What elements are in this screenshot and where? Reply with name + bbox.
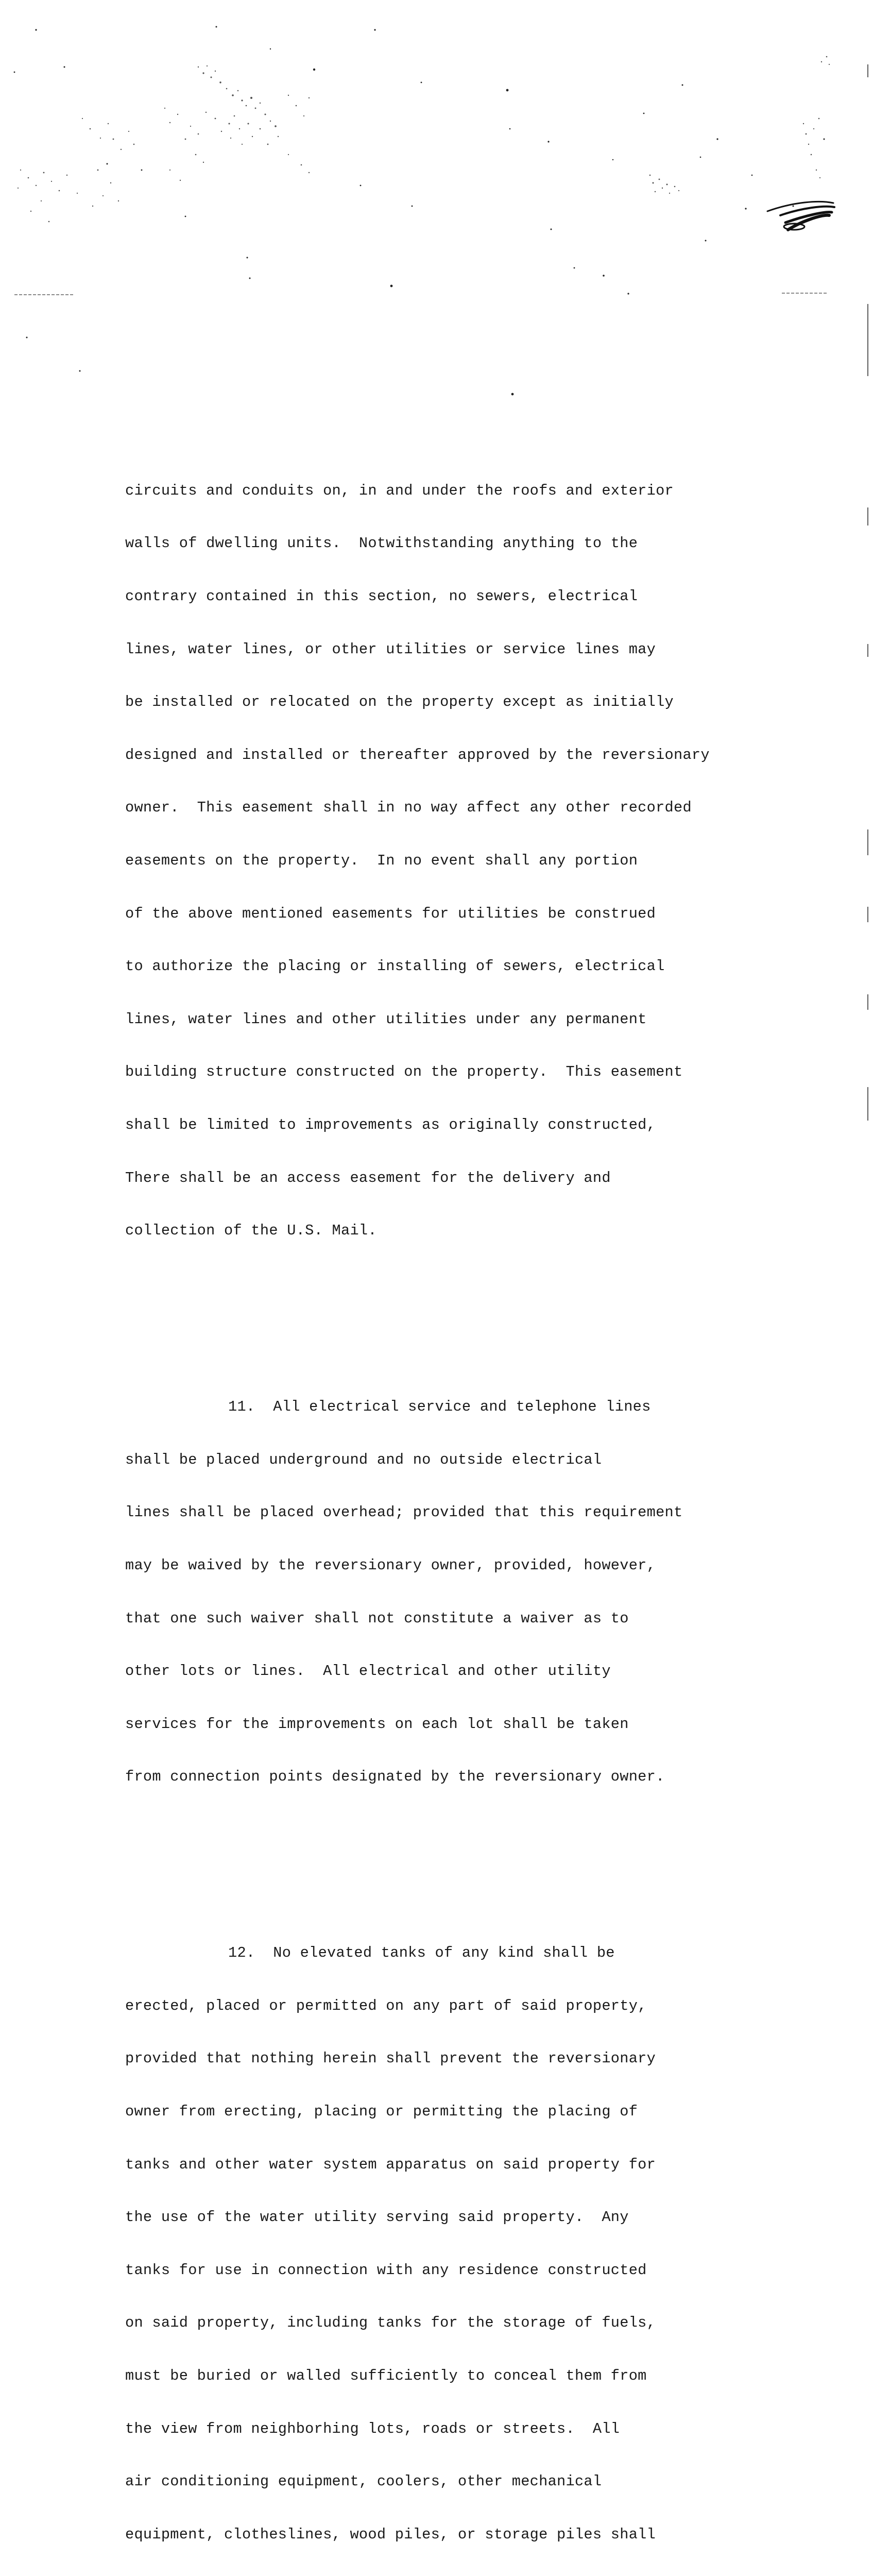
text-line: other lots or lines. All electrical and other utility	[125, 1663, 611, 1680]
paragraph-11-underground-lines	[125, 1363, 815, 1821]
text-line: owner. This easement shall in no way affect any other recorded	[125, 799, 692, 817]
text-line: lines shall be placed overhead; provided that this requirement	[125, 1504, 683, 1521]
text-line: may be waived by the reversionary owner, provided, however,	[125, 1556, 656, 1574]
text-line: collection of the U.S. Mail.	[125, 1222, 377, 1240]
text-line: circuits and conduits on, in and under the roofs and exterior	[125, 482, 674, 499]
paragraph-12-elevated-tanks	[125, 1909, 815, 2576]
text-line: lines, water lines and other utilities under any permanent	[125, 1010, 647, 1028]
margin-scribble	[767, 201, 834, 230]
text-line: 11. All electrical service and telephone lines	[228, 1398, 651, 1416]
text-line: 12. No elevated tanks of any kind shall be	[228, 1944, 615, 1962]
paragraph-utility-easements	[125, 447, 815, 1275]
text-line: provided that nothing herein shall prevent the reversionary	[125, 2050, 656, 2067]
text-line: erected, placed or permitted on any part of said property,	[125, 1997, 647, 2014]
text-line: air conditioning equipment, coolers, other mechanical	[125, 2473, 602, 2490]
text-line: walls of dwelling units. Notwithstanding anything to the	[125, 535, 638, 552]
scan-edge-marks	[863, 0, 873, 1133]
text-line: from connection points designated by the reversionary owner.	[125, 1768, 665, 1786]
text-line: contrary contained in this section, no sewers, electrical	[125, 588, 638, 605]
text-line: equipment, clotheslines, wood piles, or storage piles shall	[125, 2526, 656, 2543]
text-line: shall be limited to improvements as originally constructed,	[125, 1116, 656, 1133]
document-body	[125, 412, 815, 2576]
text-line: the use of the water utility serving said property. Any	[125, 2209, 629, 2226]
paragraph-spacer	[125, 1310, 815, 1328]
text-line: shall be placed underground and no outside electrical	[125, 1451, 602, 1468]
text-line: There shall be an access easement for the delivery and	[125, 1169, 611, 1187]
text-line: designed and installed or thereafter approved by the reversionary	[125, 746, 710, 764]
text-line: owner from erecting, placing or permitting the placing of	[125, 2103, 638, 2121]
scan-speckle-noise	[0, 0, 873, 392]
text-line: to authorize the placing or installing of sewers, electrical	[125, 958, 665, 975]
text-line: lines, water lines, or other utilities or service lines may	[125, 640, 656, 658]
text-line: of the above mentioned easements for utilities be construed	[125, 905, 656, 922]
text-line: on said property, including tanks for the storage of fuels,	[125, 2314, 656, 2332]
text-line: the view from neighborhing lots, roads or streets. All	[125, 2420, 620, 2437]
text-line: must be buried or walled sufficiently to conceal them from	[125, 2367, 647, 2385]
paragraph-spacer	[125, 1856, 815, 1874]
text-line: be installed or relocated on the property except as initially	[125, 693, 674, 711]
text-line: services for the improvements on each lot shall be taken	[125, 1715, 629, 1733]
text-line: building structure constructed on the property. This easement	[125, 1063, 683, 1081]
text-line: easements on the property. In no event shall any portion	[125, 852, 638, 869]
text-line: tanks and other water system apparatus on said property for	[125, 2156, 656, 2173]
text-line: tanks for use in connection with any residence constructed	[125, 2261, 647, 2279]
text-line: that one such waiver shall not constitute a waiver as to	[125, 1609, 629, 1627]
